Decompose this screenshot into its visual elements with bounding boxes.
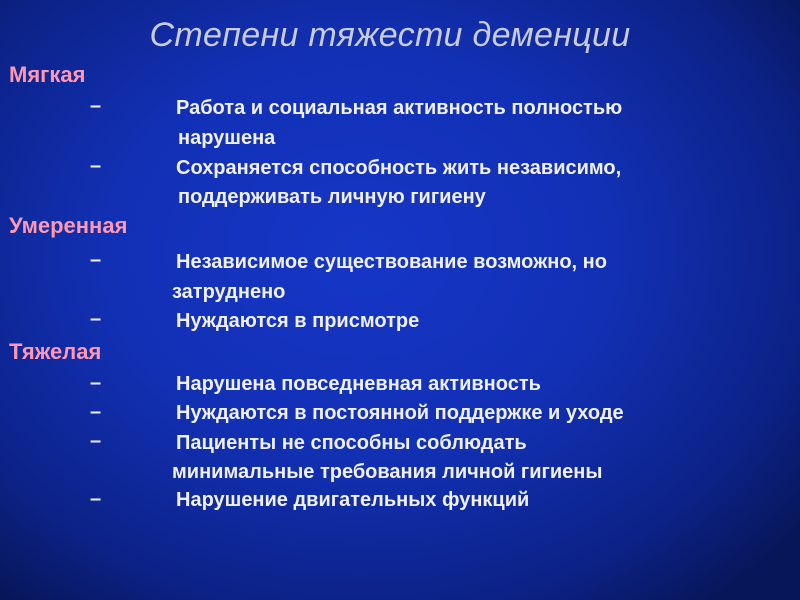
bullet-dash: – [90,401,102,423]
list-item-text-continued: нарушена [178,127,276,149]
slide-title: Степени тяжести деменции [149,16,631,54]
bullet-dash: – [90,95,102,117]
list-item-text: Работа и социальная активность полностью [176,97,623,119]
section-heading-mild: Мягкая [9,62,86,87]
list-item-text: Нарушение двигательных функций [176,489,530,511]
bullet-dash: – [90,249,102,271]
bullet-dash: – [90,488,102,510]
bullet-dash: – [90,372,102,394]
list-item-text-continued: минимальные требования личной гигиены [172,461,603,483]
list-item-text: Нуждаются в присмотре [176,310,420,332]
list-item-text: Пациенты не способны соблюдать [176,432,527,454]
list-item-text: Сохраняется способность жить независимо, [176,157,622,179]
bullet-dash: – [90,430,102,452]
bullet-dash: – [90,155,102,177]
section-heading-moderate: Умеренная [9,213,128,238]
section-heading-severe: Тяжелая [9,339,102,364]
list-item-text-continued: поддерживать личную гигиену [178,186,486,208]
bullet-dash: – [90,308,102,330]
list-item-text: Нуждаются в постоянной поддержке и уходе [176,402,624,424]
list-item-text-continued: затруднено [172,281,286,303]
list-item-text: Независимое существование возможно, но [176,251,607,273]
list-item-text: Нарушена повседневная активность [176,373,541,395]
